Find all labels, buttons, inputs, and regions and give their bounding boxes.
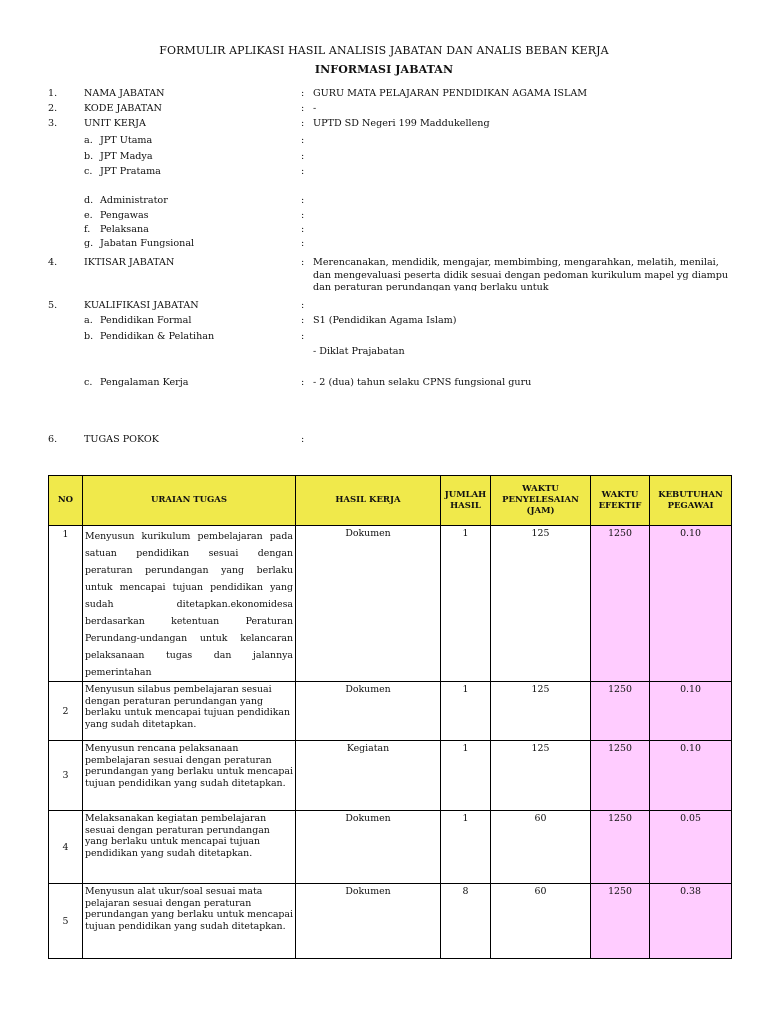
row-uraian: Menyusun alat ukur/soal sesuai mata pelajaran sesuai dengan peraturan perundangan yang berlaku untuk mencapai tujuan pendidikan yang sudah ditetapkan. bbox=[83, 884, 296, 959]
colon: : bbox=[301, 238, 305, 249]
row-uraian: Menyusun kurikulum pembelajaran pada satuan pendidikan sesuai dengan peraturan perundangan yang berlaku untuk mencapai tujuan pendidikan yang sudah ditetapkan.ekonomidesa berdasarkan ketentuan Peraturan Perundang-undangan untuk kelancaran pelaksanaan tugas dan jalannya pemerintahan bbox=[83, 526, 296, 682]
sub-letter: d. bbox=[84, 195, 94, 206]
row-waktu-text: 60 bbox=[534, 813, 547, 824]
row-waktu-text: 125 bbox=[531, 528, 550, 539]
row-waktu-text: 60 bbox=[534, 886, 547, 897]
table-row bbox=[49, 526, 732, 682]
row-efektif-text: 1250 bbox=[608, 813, 632, 824]
colon: : bbox=[301, 331, 305, 342]
sub-letter: c. bbox=[84, 166, 93, 177]
row-jumlah-text: 1 bbox=[462, 813, 469, 824]
header-no: NO bbox=[49, 476, 83, 526]
row-kebutuhan bbox=[650, 884, 732, 959]
section-title: INFORMASI JABATAN bbox=[314, 63, 454, 76]
row-waktu bbox=[491, 682, 591, 741]
form-title: FORMULIR APLIKASI HASIL ANALISIS JABATAN DAN ANALIS BEBAN KERJA bbox=[159, 44, 609, 57]
row-uraian: Melaksanakan kegiatan pembelajaran sesuai dengan peraturan perundangan yang berlaku untuk mencapai tujuan pendidikan yang sudah ditetapkan. bbox=[83, 811, 296, 884]
row-waktu bbox=[491, 884, 591, 959]
row-jumlah bbox=[441, 526, 491, 682]
nama-jabatan-label: NAMA JABATAN bbox=[84, 88, 165, 99]
row-efektif bbox=[591, 884, 650, 959]
row-efektif-text: 1250 bbox=[608, 886, 632, 897]
row-jumlah bbox=[441, 884, 491, 959]
pengalaman-kerja-label: Pengalaman Kerja bbox=[100, 377, 189, 388]
row-jumlah-text: 8 bbox=[462, 886, 469, 897]
pendidikan-pelatihan-value: - Diklat Prajabatan bbox=[313, 346, 405, 357]
item-number: 2. bbox=[48, 103, 58, 114]
sub-letter: c. bbox=[84, 377, 93, 388]
pengawas-label: Pengawas bbox=[100, 210, 149, 221]
row-efektif bbox=[591, 682, 650, 741]
jabatan-fungsional-label: Jabatan Fungsional bbox=[100, 238, 195, 249]
header-waktu-efektif: WAKTU EFEKTIF bbox=[591, 476, 650, 526]
row-hasil bbox=[296, 526, 441, 682]
row-waktu bbox=[491, 811, 591, 884]
colon: : bbox=[301, 166, 305, 177]
row-kebutuhan bbox=[650, 682, 732, 741]
row-hasil bbox=[296, 884, 441, 959]
row-jumlah bbox=[441, 811, 491, 884]
row-no: 4 bbox=[49, 811, 83, 884]
row-efektif bbox=[591, 526, 650, 682]
item-number: 5. bbox=[48, 300, 58, 311]
table-row bbox=[49, 741, 732, 811]
item-number: 4. bbox=[48, 257, 58, 268]
row-efektif-text: 1250 bbox=[608, 743, 632, 754]
row-kebutuhan-text: 0.05 bbox=[680, 813, 701, 824]
header-hasil: HASIL KERJA bbox=[296, 476, 441, 526]
colon: : bbox=[301, 210, 305, 221]
sub-letter: f. bbox=[84, 224, 91, 235]
row-no: 2 bbox=[49, 682, 83, 741]
kode-jabatan-value: - bbox=[313, 103, 317, 114]
colon: : bbox=[301, 224, 305, 235]
row-hasil-text: Dokumen bbox=[345, 886, 391, 897]
table-row bbox=[49, 682, 732, 741]
row-no: 3 bbox=[49, 741, 83, 811]
row-waktu bbox=[491, 526, 591, 682]
sub-letter: b. bbox=[84, 331, 94, 342]
row-uraian: Menyusun silabus pembelajaran sesuai dengan peraturan perundangan yang berlaku untuk mencapai tujuan pendidikan yang sudah ditetapkan. bbox=[83, 682, 296, 741]
colon: : bbox=[301, 135, 305, 146]
pengalaman-kerja-value: - 2 (dua) tahun selaku CPNS fungsional guru bbox=[313, 377, 532, 388]
item-number: 6. bbox=[48, 434, 58, 445]
jpt-madya-label: JPT Madya bbox=[100, 151, 153, 162]
row-kebutuhan-text: 0.10 bbox=[680, 743, 701, 754]
sub-letter: b. bbox=[84, 151, 94, 162]
colon: : bbox=[301, 118, 305, 129]
sub-letter: a. bbox=[84, 315, 93, 326]
row-no: 5 bbox=[49, 884, 83, 959]
header-jumlah: JUMLAH HASIL bbox=[441, 476, 491, 526]
row-jumlah bbox=[441, 741, 491, 811]
row-kebutuhan-text: 0.38 bbox=[680, 886, 701, 897]
colon: : bbox=[301, 377, 305, 388]
row-hasil bbox=[296, 811, 441, 884]
unit-kerja-label: UNIT KERJA bbox=[84, 118, 146, 129]
row-kebutuhan-text: 0.10 bbox=[680, 528, 701, 539]
jpt-utama-label: JPT Utama bbox=[100, 135, 153, 146]
row-waktu-text: 125 bbox=[531, 743, 550, 754]
colon: : bbox=[301, 103, 305, 114]
row-hasil-text: Dokumen bbox=[345, 528, 391, 539]
row-kebutuhan bbox=[650, 526, 732, 682]
kualifikasi-jabatan-label: KUALIFIKASI JABATAN bbox=[84, 300, 199, 311]
colon: : bbox=[301, 315, 305, 326]
sub-letter: a. bbox=[84, 135, 93, 146]
colon: : bbox=[301, 434, 305, 445]
row-hasil-text: Dokumen bbox=[345, 684, 391, 695]
row-hasil bbox=[296, 682, 441, 741]
colon: : bbox=[301, 257, 305, 268]
row-kebutuhan bbox=[650, 741, 732, 811]
row-efektif-text: 1250 bbox=[608, 528, 632, 539]
row-uraian: Menyusun rencana pelaksanaan pembelajaran sesuai dengan peraturan perundangan yang berlaku untuk mencapai tujuan pendidikan yang sudah ditetapkan. bbox=[83, 741, 296, 811]
nama-jabatan-value: GURU MATA PELAJARAN PENDIDIKAN AGAMA ISLAM bbox=[313, 88, 588, 99]
row-kebutuhan bbox=[650, 811, 732, 884]
pendidikan-formal-value: S1 (Pendidikan Agama Islam) bbox=[313, 315, 457, 326]
row-hasil-text: Kegiatan bbox=[346, 743, 390, 754]
row-waktu-text: 125 bbox=[531, 684, 550, 695]
table-row bbox=[49, 811, 732, 884]
colon: : bbox=[301, 88, 305, 99]
header-kebutuhan: KEBUTUHAN PEGAWAI bbox=[650, 476, 732, 526]
row-jumlah-text: 1 bbox=[462, 743, 469, 754]
colon: : bbox=[301, 151, 305, 162]
row-efektif bbox=[591, 741, 650, 811]
row-jumlah-text: 1 bbox=[462, 684, 469, 695]
row-hasil-text: Dokumen bbox=[345, 813, 391, 824]
header-uraian: URAIAN TUGAS bbox=[83, 476, 296, 526]
table-header-row bbox=[49, 476, 732, 526]
row-efektif-text: 1250 bbox=[608, 684, 632, 695]
row-kebutuhan-text: 0.10 bbox=[680, 684, 701, 695]
unit-kerja-value: UPTD SD Negeri 199 Maddukelleng bbox=[313, 118, 490, 129]
pelaksana-label: Pelaksana bbox=[100, 224, 149, 235]
item-number: 3. bbox=[48, 118, 58, 129]
tugas-table bbox=[48, 475, 732, 959]
jpt-pratama-label: JPT Pratama bbox=[100, 166, 161, 177]
administrator-label: Administrator bbox=[100, 195, 168, 206]
iktisar-jabatan-label: IKTISAR JABATAN bbox=[84, 257, 175, 268]
row-jumlah bbox=[441, 682, 491, 741]
header-waktu-penyelesaian: WAKTU PENYELESAIAN (JAM) bbox=[491, 476, 591, 526]
tugas-pokok-label: TUGAS POKOK bbox=[84, 434, 159, 445]
sub-letter: e. bbox=[84, 210, 93, 221]
sub-letter: g. bbox=[84, 238, 94, 249]
row-waktu bbox=[491, 741, 591, 811]
colon: : bbox=[301, 300, 305, 311]
table-row bbox=[49, 884, 732, 959]
kode-jabatan-label: KODE JABATAN bbox=[84, 103, 162, 114]
colon: : bbox=[301, 195, 305, 206]
row-hasil bbox=[296, 741, 441, 811]
row-efektif bbox=[591, 811, 650, 884]
row-jumlah-text: 1 bbox=[462, 528, 469, 539]
row-no: 1 bbox=[49, 526, 83, 682]
pendidikan-pelatihan-label: Pendidikan & Pelatihan bbox=[100, 331, 215, 342]
item-number: 1. bbox=[48, 88, 58, 99]
pendidikan-formal-label: Pendidikan Formal bbox=[100, 315, 192, 326]
iktisar-jabatan-value: Merencanakan, mendidik, mengajar, membimbing, mengarahkan, melatih, menilai, dan mengevaluasi peserta didik sesuai dengan pedoman kurikulum mapel yg diampu dan peraturan perundangan yang berlaku untuk bbox=[313, 257, 729, 291]
